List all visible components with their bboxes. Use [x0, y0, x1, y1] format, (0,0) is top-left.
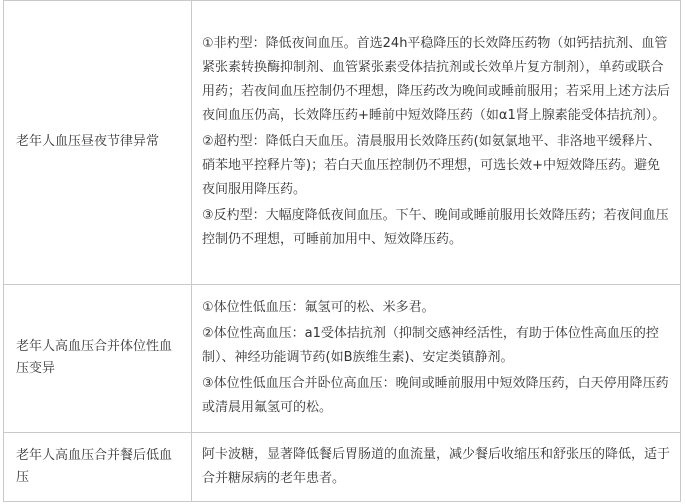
treatment-item: ①体位性低血压：氟氢可的松、米多君。 [202, 300, 435, 316]
treatment-cell [192, 432, 681, 501]
treatment-item: ②体位性高血压：a1受体拮抗剂（抑制交感神经活性，有助于体位性高血压的控制）、神经功能调节药(如B族维生素)、安定类镇静剂。 [202, 326, 659, 366]
category-cell: 老年人高血压合并体位性血压变异 [4, 284, 192, 432]
treatment-item: ①非杓型：降低夜间血压。首选24h平稳降压的长效降压药物（如钙拮抗剂、血管紧张素转换酶抑制剂、血管紧张素受体拮抗剂或长效单片复方制剂），单药或联合用药；若夜间血压控制仍不理想，降压药改为晚间或睡前服用；若采用上述方法后夜间血压仍高，长效降压药+睡前中短效降压药（如α1肾上腺素能受体拮抗剂）。 [202, 36, 671, 124]
treatment-table [3, 0, 681, 502]
treatment-cell [192, 1, 681, 285]
category-cell: 老年人高血压合并餐后低血压 [4, 432, 192, 501]
treatment-item: ③体位性低血压合并卧位高血压：晚间或睡前服用中短效降压药，白天停用降压药或清晨用氟氢可的松。 [202, 376, 669, 416]
treatment-item: ③反杓型：大幅度降低夜间血压。下午、晚间或睡前服用长效降压药；若夜间血压控制仍不理想，可睡前加用中、短效降压药。 [202, 208, 669, 248]
table-row [4, 432, 681, 501]
treatment-item: ②超杓型：降低白天血压。清晨服用长效降压药(如氨氯地平、非洛地平缓释片、硝苯地平控释片等)；若白天血压控制仍不理想，可选长效+中短效降压药。避免夜间服用降压药。 [202, 134, 661, 198]
treatment-cell [192, 284, 681, 432]
category-cell: 老年人血压昼夜节律异常 [4, 1, 192, 285]
table-row [4, 284, 681, 432]
treatment-item: 阿卡波糖，显著降低餐后胃肠道的血流量，减少餐后收缩压和舒张压的降低，适于合并糖尿病的老年患者。 [202, 446, 671, 486]
table-row [4, 1, 681, 285]
